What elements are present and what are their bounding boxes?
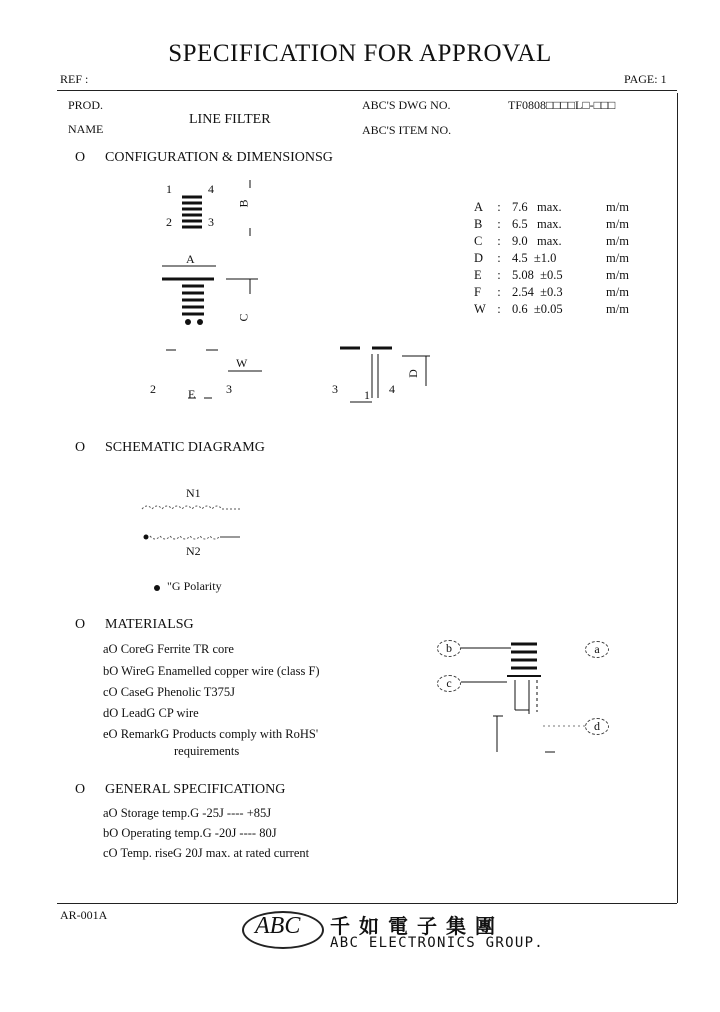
table-row: W : 0.6 ±0.05 m/m <box>474 302 629 316</box>
component-drawing <box>455 630 595 760</box>
ref-label: REF : <box>60 72 89 86</box>
material-item-wire: bO WireG Enamelled copper wire (class F) <box>103 664 320 678</box>
side-pin-label: 4 <box>389 382 395 396</box>
page-label: PAGE: 1 <box>624 72 667 86</box>
dwg-label: ABC'S DWG NO. <box>362 98 451 112</box>
config-bullet: O <box>75 150 86 165</box>
schematic-heading: SCHEMATIC DIAGRAMG <box>105 440 265 455</box>
dwg-value: TF0808□□□□L□-□□□ <box>508 98 616 112</box>
header-rule <box>57 90 677 91</box>
callout-a: a <box>585 641 609 658</box>
materials-heading: MATERIALSG <box>105 617 194 632</box>
material-remark-cont: requirements <box>174 744 240 758</box>
callout-d: d <box>585 718 609 735</box>
dim-letter-b: B <box>236 199 251 208</box>
callout-b: b <box>437 640 461 657</box>
side-pin-label: 2 <box>150 382 156 396</box>
dimension-table <box>470 199 650 318</box>
spec-item-operating: bO Operating temp.G -20J ---- 80J <box>103 826 277 840</box>
table-row: D : 4.5 ±1.0 m/m <box>474 251 629 265</box>
dim-letter-d: D <box>405 369 420 378</box>
pin-label: 4 <box>208 182 214 196</box>
table-row: E : 5.08 ±0.5 m/m <box>474 268 629 282</box>
schematic-bullet: O <box>75 440 86 455</box>
side-pin-label: 3 <box>332 382 338 396</box>
form-number: AR-001A <box>60 908 108 922</box>
dimension-drawing <box>140 170 450 420</box>
pin-label: 1 <box>166 182 172 196</box>
config-heading: CONFIGURATION & DIMENSIONSG <box>105 150 333 165</box>
company-name-english: ABC ELECTRONICS GROUP. <box>330 935 545 951</box>
polarity-label: "G Polarity <box>167 579 222 593</box>
prod-label: PROD. <box>68 98 104 112</box>
material-item-lead: dO LeadG CP wire <box>103 706 199 720</box>
polarity-note <box>150 579 222 594</box>
material-item-remark: eO RemarkG Products comply with RoHS' <box>103 727 319 741</box>
name-label: NAME <box>68 122 104 136</box>
general-bullet: O <box>75 782 86 797</box>
side-pin-label: 1 <box>364 388 370 402</box>
materials-bullet: O <box>75 617 86 632</box>
product-name: LINE FILTER <box>189 112 271 127</box>
footer-rule <box>57 903 677 904</box>
spec-item-storage: aO Storage temp.G -25J ---- +85J <box>103 806 272 820</box>
dim-letter-e: E <box>188 387 196 401</box>
winding-n1-label: N1 <box>186 486 201 500</box>
right-border <box>677 93 678 903</box>
table-row: C : 9.0 max. m/m <box>474 234 629 248</box>
callout-c: c <box>437 675 461 692</box>
table-row: A : 7.6 max. m/m <box>474 200 629 214</box>
table-row: B : 6.5 max. m/m <box>474 217 629 231</box>
material-item-core: aO CoreG Ferrite TR core <box>103 642 234 656</box>
pin-label: 2 <box>166 215 172 229</box>
dim-letter-a: A <box>186 252 195 266</box>
spec-item-temp-rise: cO Temp. riseG 20J max. at rated current <box>103 846 310 860</box>
logo-text: ABC <box>255 913 301 939</box>
pin-label: 3 <box>208 215 214 229</box>
document-title: SPECIFICATION FOR APPROVAL <box>168 40 552 67</box>
item-label: ABC'S ITEM NO. <box>362 123 452 137</box>
schematic-diagram <box>136 500 256 545</box>
table-row: F : 2.54 ±0.3 m/m <box>474 285 629 299</box>
winding-n2-label: N2 <box>186 544 201 558</box>
side-pin-label: 3 <box>226 382 232 396</box>
general-heading: GENERAL SPECIFICATIONG <box>105 782 286 797</box>
material-item-case: cO CaseG Phenolic T375J <box>103 685 236 699</box>
company-name-chinese: 千如電子集團 <box>330 914 504 938</box>
dim-letter-c: C <box>236 313 251 322</box>
polarity-dot-icon <box>150 579 164 593</box>
dim-letter-w: W <box>236 356 248 370</box>
